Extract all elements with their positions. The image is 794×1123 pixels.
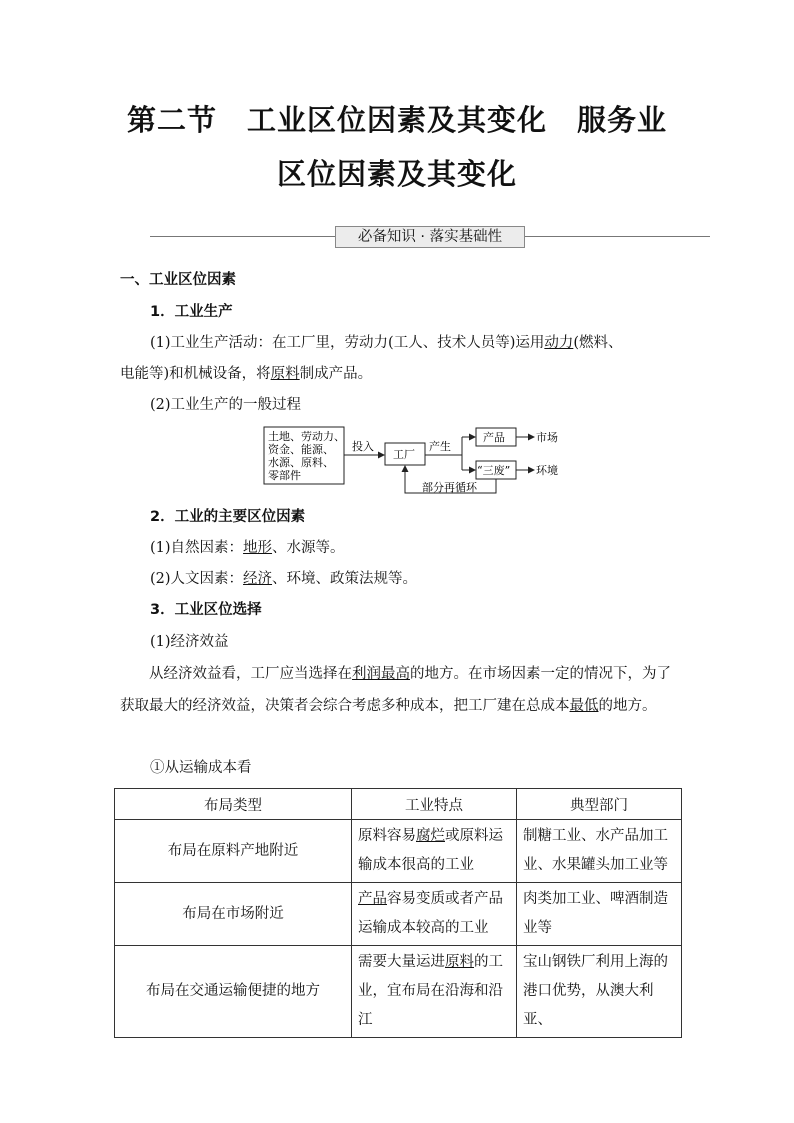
table-cell-feature xyxy=(352,946,517,1038)
table-row xyxy=(115,820,682,883)
table-cell-dept: 制糖工业、水产品加工业、水果罐头加工业等 xyxy=(517,820,682,883)
table-cell-feature xyxy=(352,883,517,946)
text-span: 从经济效益看，工厂应当选择在 xyxy=(149,666,352,682)
production-process-diagram xyxy=(262,425,602,500)
column-header: 布局类型 xyxy=(115,789,352,820)
text-span: 容易变质或者产品运输成本较高的工业 xyxy=(358,891,503,936)
page-title: 第二节 工业区位因素及其变化 服务业 xyxy=(126,103,667,137)
table-row xyxy=(115,883,682,946)
banner-rule-right xyxy=(525,236,710,237)
table-header-row xyxy=(115,789,682,820)
underlined-term: 利润最高 xyxy=(352,666,410,682)
underlined-term: 原料 xyxy=(445,954,474,970)
text-span: 电能等)和机械设备，将 xyxy=(120,366,271,382)
label-recycle: 部分再循环 xyxy=(422,481,477,494)
column-header: 工业特点 xyxy=(352,789,517,820)
table-cell-dept: 宝山钢铁厂利用上海的港口优势，从澳大利亚、 xyxy=(517,946,682,1038)
text-span: (燃料、 xyxy=(573,335,623,351)
paragraph-production-1-cont xyxy=(120,364,372,384)
subsection-heading-1: 1．工业生产 xyxy=(150,304,233,320)
text-span: (1)工业生产活动：在工厂里，劳动力(工人、技术人员等)运用 xyxy=(150,335,545,351)
table-cell-dept: 肉类加工业、啤酒制造业等 xyxy=(517,883,682,946)
paragraph-natural-factors xyxy=(150,538,345,558)
section-banner xyxy=(150,226,710,246)
sub-heading-economic: (1)经济效益 xyxy=(150,634,229,650)
label-waste: “三废” xyxy=(477,464,511,477)
text-span: 原料容易 xyxy=(358,828,416,844)
text-span: 或原料运输成本很高的工业 xyxy=(358,828,503,873)
inputs-line-1: 土地、劳动力、 xyxy=(268,430,345,443)
section-heading: 一、工业区位因素 xyxy=(120,272,236,288)
text-span: 、水源等。 xyxy=(272,540,345,556)
text-span: 的地方。在市场因素一定的情况下，为了获取最大的经济效益，决策者会综合考虑多种成本，把工厂建在总成本 xyxy=(120,666,671,714)
table-cell-feature xyxy=(352,820,517,883)
location-table xyxy=(114,788,682,1038)
underlined-term: 原料 xyxy=(270,366,300,382)
subsection-heading-3: 3．工业区位选择 xyxy=(150,602,262,618)
inputs-line-3: 水源、原料、 xyxy=(268,456,334,469)
table-cell-type: 布局在市场附近 xyxy=(115,883,352,946)
text-span: 、环境、政策法规等。 xyxy=(272,571,418,587)
underlined-term: 产品 xyxy=(358,891,387,907)
text-span: (2)人文因素： xyxy=(150,571,244,587)
sub-heading-transport-cost: ①从运输成本看 xyxy=(150,760,252,776)
underlined-term: 地形 xyxy=(243,540,273,556)
underlined-term: 动力 xyxy=(544,335,574,351)
table-cell-type: 布局在原料产地附近 xyxy=(115,820,352,883)
label-environment: 环境 xyxy=(536,464,558,477)
text-span: 的工业，宜布局在沿海和沿江 xyxy=(358,954,503,1028)
inputs-line-4: 零部件 xyxy=(268,469,301,482)
paragraph-production-1 xyxy=(150,333,623,353)
label-invest: 投入 xyxy=(352,440,374,453)
table-cell-type: 布局在交通运输便捷的地方 xyxy=(115,946,352,1038)
underlined-term: 经济 xyxy=(243,571,273,587)
label-factory: 工厂 xyxy=(393,448,415,461)
text-span: 制成产品。 xyxy=(299,366,373,382)
text-span: (1)自然因素： xyxy=(150,540,244,556)
text-span: 需要大量运进 xyxy=(358,954,445,970)
column-header: 典型部门 xyxy=(517,789,682,820)
paragraph-production-2: (2)工业生产的一般过程 xyxy=(150,397,302,413)
paragraph-human-factors xyxy=(150,569,417,589)
text-span: 的地方。 xyxy=(598,698,657,714)
page-title-line2: 区位因素及其变化 xyxy=(276,157,517,191)
banner-label: 必备知识 · 落实基础性 xyxy=(335,226,525,248)
underlined-term: 腐烂 xyxy=(416,828,445,844)
label-market: 市场 xyxy=(536,431,558,444)
label-product: 产品 xyxy=(483,431,505,444)
table-row xyxy=(115,946,682,1038)
subsection-heading-2: 2．工业的主要区位因素 xyxy=(150,509,306,525)
label-produce: 产生 xyxy=(429,440,451,453)
banner-rule-left xyxy=(150,236,335,237)
underlined-term: 最低 xyxy=(569,698,599,714)
paragraph-economic-benefit xyxy=(120,658,676,722)
inputs-line-2: 资金、能源、 xyxy=(268,443,334,456)
